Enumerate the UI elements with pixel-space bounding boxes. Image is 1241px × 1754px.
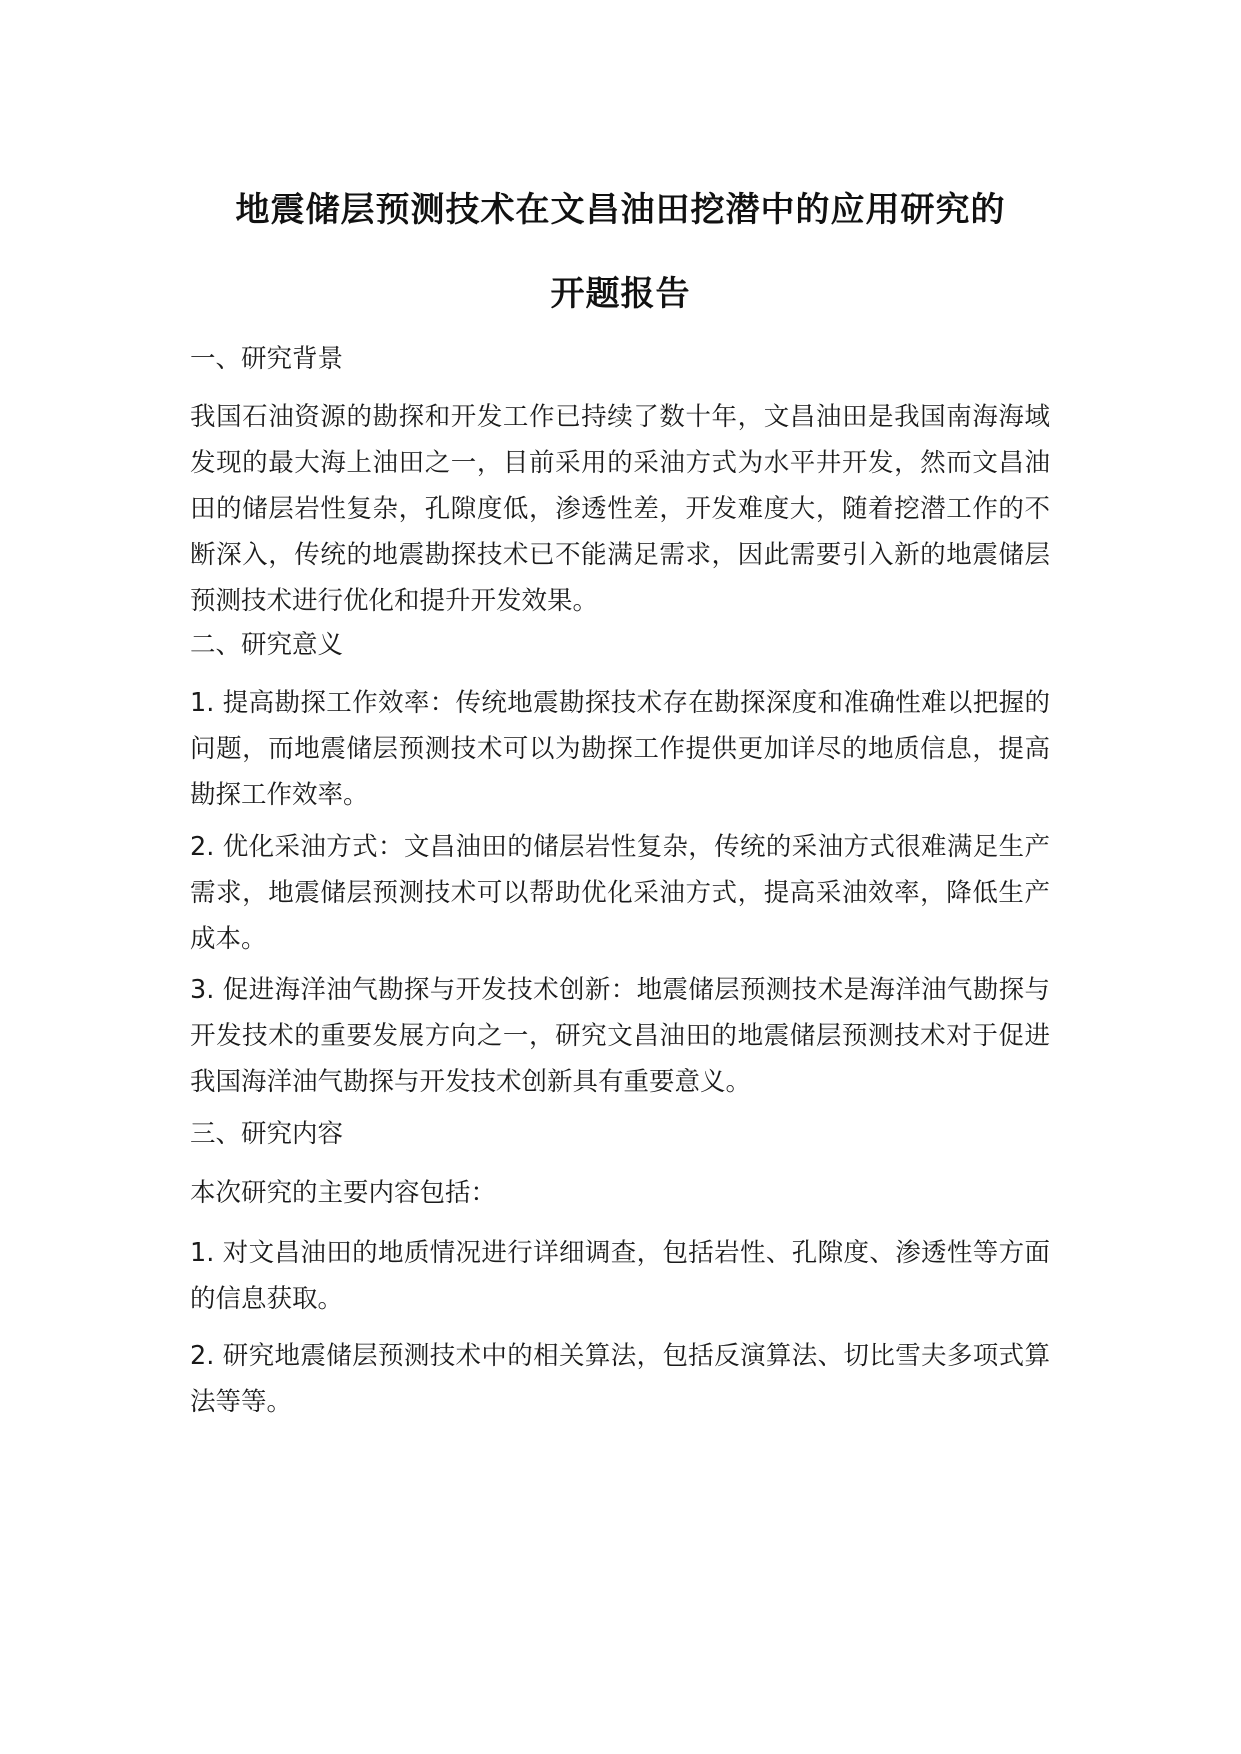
document-title-line-1: 地震储层预测技术在文昌油田挖潜中的应用研究的 [235, 190, 1006, 230]
paragraph-content-intro: 本次研究的主要内容包括： [190, 1178, 497, 1208]
paragraph-significance-1: 1. 提高勘探工作效率：传统地震勘探技术存在勘探深度和准确性难以把握的问题，而地震储层预测技术可以为勘探工作提供更加详尽的地质信息，提高勘探工作效率。 [190, 688, 1050, 810]
paragraph-content-2: 2. 研究地震储层预测技术中的相关算法，包括反演算法、切比雪夫多项式算法等等。 [190, 1341, 1050, 1417]
paragraph-background: 我国石油资源的勘探和开发工作已持续了数十年，文昌油田是我国南海海域发现的最大海上油田之一，目前采用的采油方式为水平井开发，然而文昌油田的储层岩性复杂，孔隙度低，渗透性差，开发难度大，随着挖潜工作的不断深入，传统的地震勘探技术已不能满足需求，因此需要引入新的地震储层预测技术进行优化和提升开发效果。 [190, 402, 1050, 616]
paragraph-significance-2: 2. 优化采油方式：文昌油田的储层岩性复杂，传统的采油方式很难满足生产需求，地震储层预测技术可以帮助优化采油方式，提高采油效率，降低生产成本。 [190, 832, 1050, 954]
section-heading-content: 三、研究内容 [190, 1119, 344, 1149]
paragraph-significance-3: 3. 促进海洋油气勘探与开发技术创新：地震储层预测技术是海洋油气勘探与开发技术的重要发展方向之一，研究文昌油田的地震储层预测技术对于促进我国海洋油气勘探与开发技术创新具有重要意义。 [190, 975, 1050, 1097]
paragraph-content-1: 1. 对文昌油田的地质情况进行详细调查，包括岩性、孔隙度、渗透性等方面的信息获取。 [190, 1238, 1050, 1314]
document-title-line-2: 开题报告 [550, 274, 691, 314]
section-heading-significance: 二、研究意义 [190, 630, 344, 660]
section-heading-background: 一、研究背景 [190, 344, 344, 374]
